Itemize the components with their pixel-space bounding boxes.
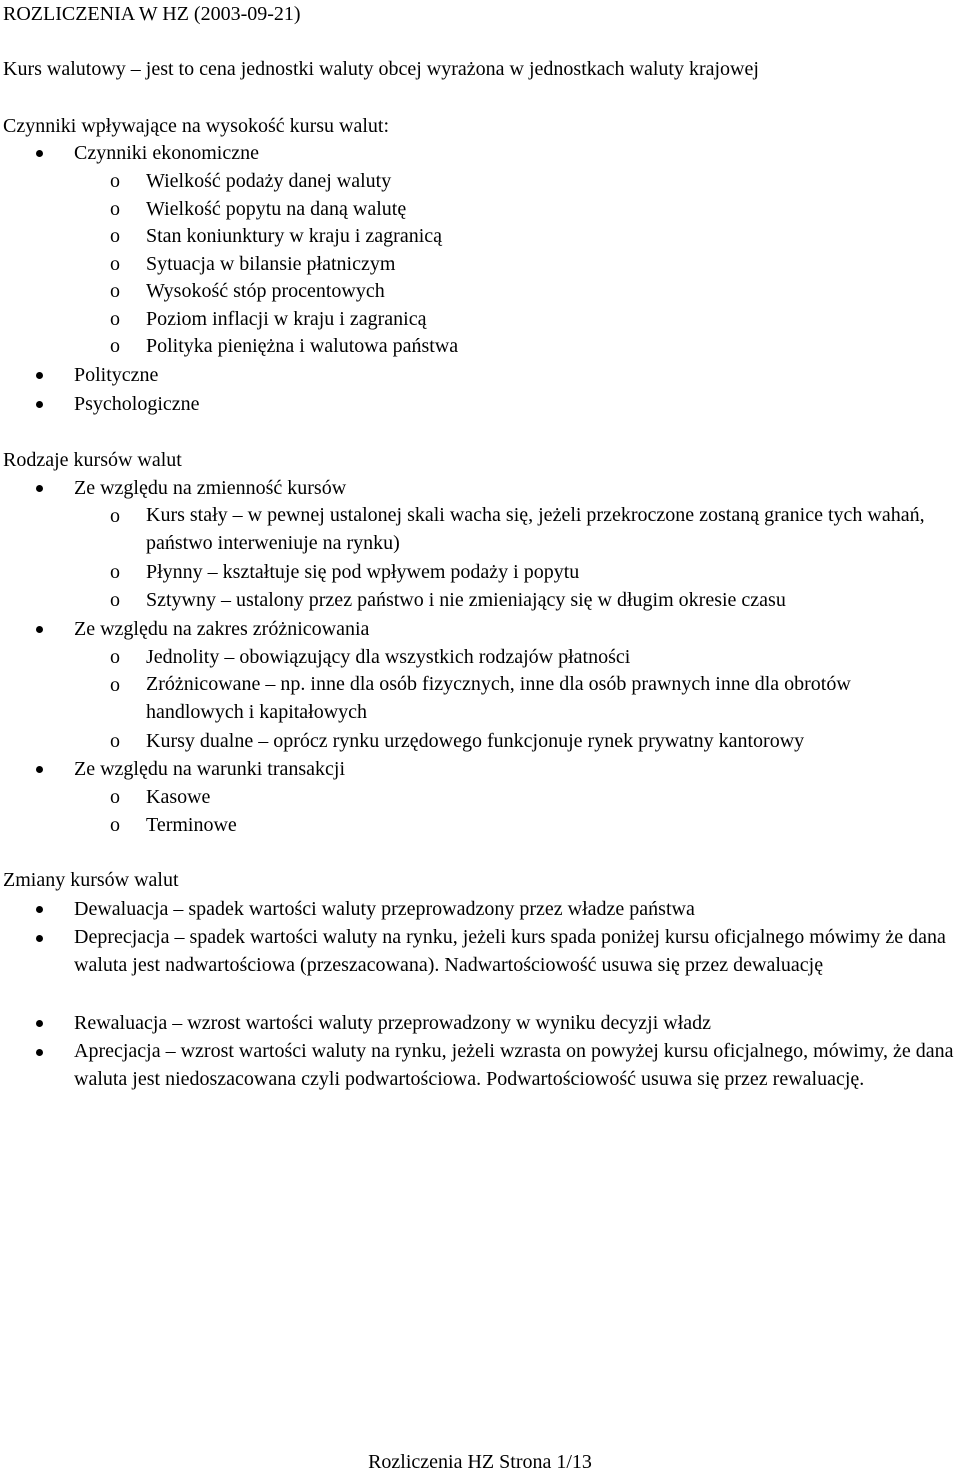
economic-item: Poziom inflacji w kraju i zagranicą — [146, 308, 427, 330]
bullet-icon — [36, 906, 43, 913]
bullet-icon — [36, 372, 43, 379]
changes-item: Aprecjacja – wzrost wartości waluty na rynku, jeżeli wzrasta on powyżej kursu oficjalnego, mówimy, że dana waluta jest niedoszacowana czyli podwartościowa. Podwartościowość usuwa się przez rewaluację. — [74, 1040, 954, 1090]
sub-bullet-icon: o — [110, 646, 120, 668]
bullet-icon — [36, 626, 43, 633]
sub-bullet-icon: o — [110, 308, 120, 330]
sub-bullet-icon: o — [110, 170, 120, 192]
transaction-item: Kasowe — [146, 786, 211, 808]
sub-bullet-icon: o — [110, 198, 120, 220]
sub-bullet-icon: o — [110, 561, 120, 583]
bullet-icon — [36, 401, 43, 408]
bullet-icon — [36, 485, 43, 492]
factors-heading: Czynniki wpływające na wysokość kursu walut: — [3, 115, 390, 137]
sub-bullet-icon: o — [110, 253, 120, 275]
economic-item: Wysokość stóp procentowych — [146, 280, 385, 302]
sub-bullet-icon: o — [110, 280, 120, 302]
variability-item: Płynny – kształtuje się pod wpływem podaży i popytu — [146, 561, 580, 583]
differentiation-item: Kursy dualne – oprócz rynku urzędowego funkcjonuje rynek prywatny kantorowy — [146, 730, 805, 752]
bullet-icon — [36, 1020, 43, 1027]
sub-bullet-icon: o — [110, 225, 120, 247]
transaction-item: Terminowe — [146, 814, 237, 836]
economic-item: Sytuacja w bilansie płatniczym — [146, 253, 396, 275]
changes-heading: Zmiany kursów walut — [3, 869, 179, 891]
changes-item: Dewaluacja – spadek wartości waluty przeprowadzony przez władze państwa — [74, 898, 695, 920]
definition-text: Kurs walutowy – jest to cena jednostki waluty obcej wyrażona w jednostkach waluty krajowej — [3, 58, 759, 80]
bullet-icon — [36, 150, 43, 157]
bullet-icon — [36, 1049, 43, 1056]
page-footer: Rozliczenia HZ Strona 1/13 — [368, 1451, 592, 1473]
type-transaction: Ze względu na warunki transakcji — [74, 758, 346, 780]
type-differentiation: Ze względu na zakres zróżnicowania — [74, 618, 370, 640]
economic-item: Polityka pieniężna i walutowa państwa — [146, 335, 459, 357]
differentiation-item: Zróżnicowane – np. inne dla osób fizycznych, inne dla osób prawnych inne dla obrotów handlowych i kapitałowych — [146, 673, 851, 723]
changes-item: Deprecjacja – spadek wartości waluty na rynku, jeżeli kurs spada poniżej kursu oficjalnego mówimy że dana waluta jest nadwartościowa (przeszacowana). Nadwartościowość usuwa się przez dewaluację — [74, 926, 946, 976]
sub-bullet-icon: o — [110, 786, 120, 808]
sub-bullet-icon: o — [110, 589, 120, 611]
factor-political: Polityczne — [74, 364, 159, 386]
factor-economic: Czynniki ekonomiczne — [74, 142, 259, 164]
variability-item: Kurs stały – w pewnej ustalonej skali wacha się, jeżeli przekroczone zostaną granice tych wahań, państwo interweniuje na rynku) — [146, 504, 925, 554]
differentiation-item: Jednolity – obowiązujący dla wszystkich rodzajów płatności — [146, 646, 631, 668]
bullet-icon — [36, 766, 43, 773]
type-variability: Ze względu na zmienność kursów — [74, 477, 347, 499]
page-title: ROZLICZENIA W HZ (2003-09-21) — [3, 3, 301, 25]
economic-item: Wielkość podaży danej waluty — [146, 170, 392, 192]
sub-bullet-icon: o — [110, 814, 120, 836]
economic-item: Wielkość popytu na daną walutę — [146, 198, 407, 220]
changes-item: Rewaluacja – wzrost wartości waluty przeprowadzony w wyniku decyzji władz — [74, 1012, 712, 1034]
bullet-icon — [36, 935, 43, 942]
sub-bullet-icon: o — [110, 674, 120, 696]
variability-item: Sztywny – ustalony przez państwo i nie zmieniający się w długim okresie czasu — [146, 589, 786, 611]
sub-bullet-icon: o — [110, 730, 120, 752]
sub-bullet-icon: o — [110, 335, 120, 357]
economic-item: Stan koniunktury w kraju i zagranicą — [146, 225, 443, 247]
factor-psychological: Psychologiczne — [74, 393, 200, 415]
sub-bullet-icon: o — [110, 505, 120, 527]
types-heading: Rodzaje kursów walut — [3, 449, 182, 471]
